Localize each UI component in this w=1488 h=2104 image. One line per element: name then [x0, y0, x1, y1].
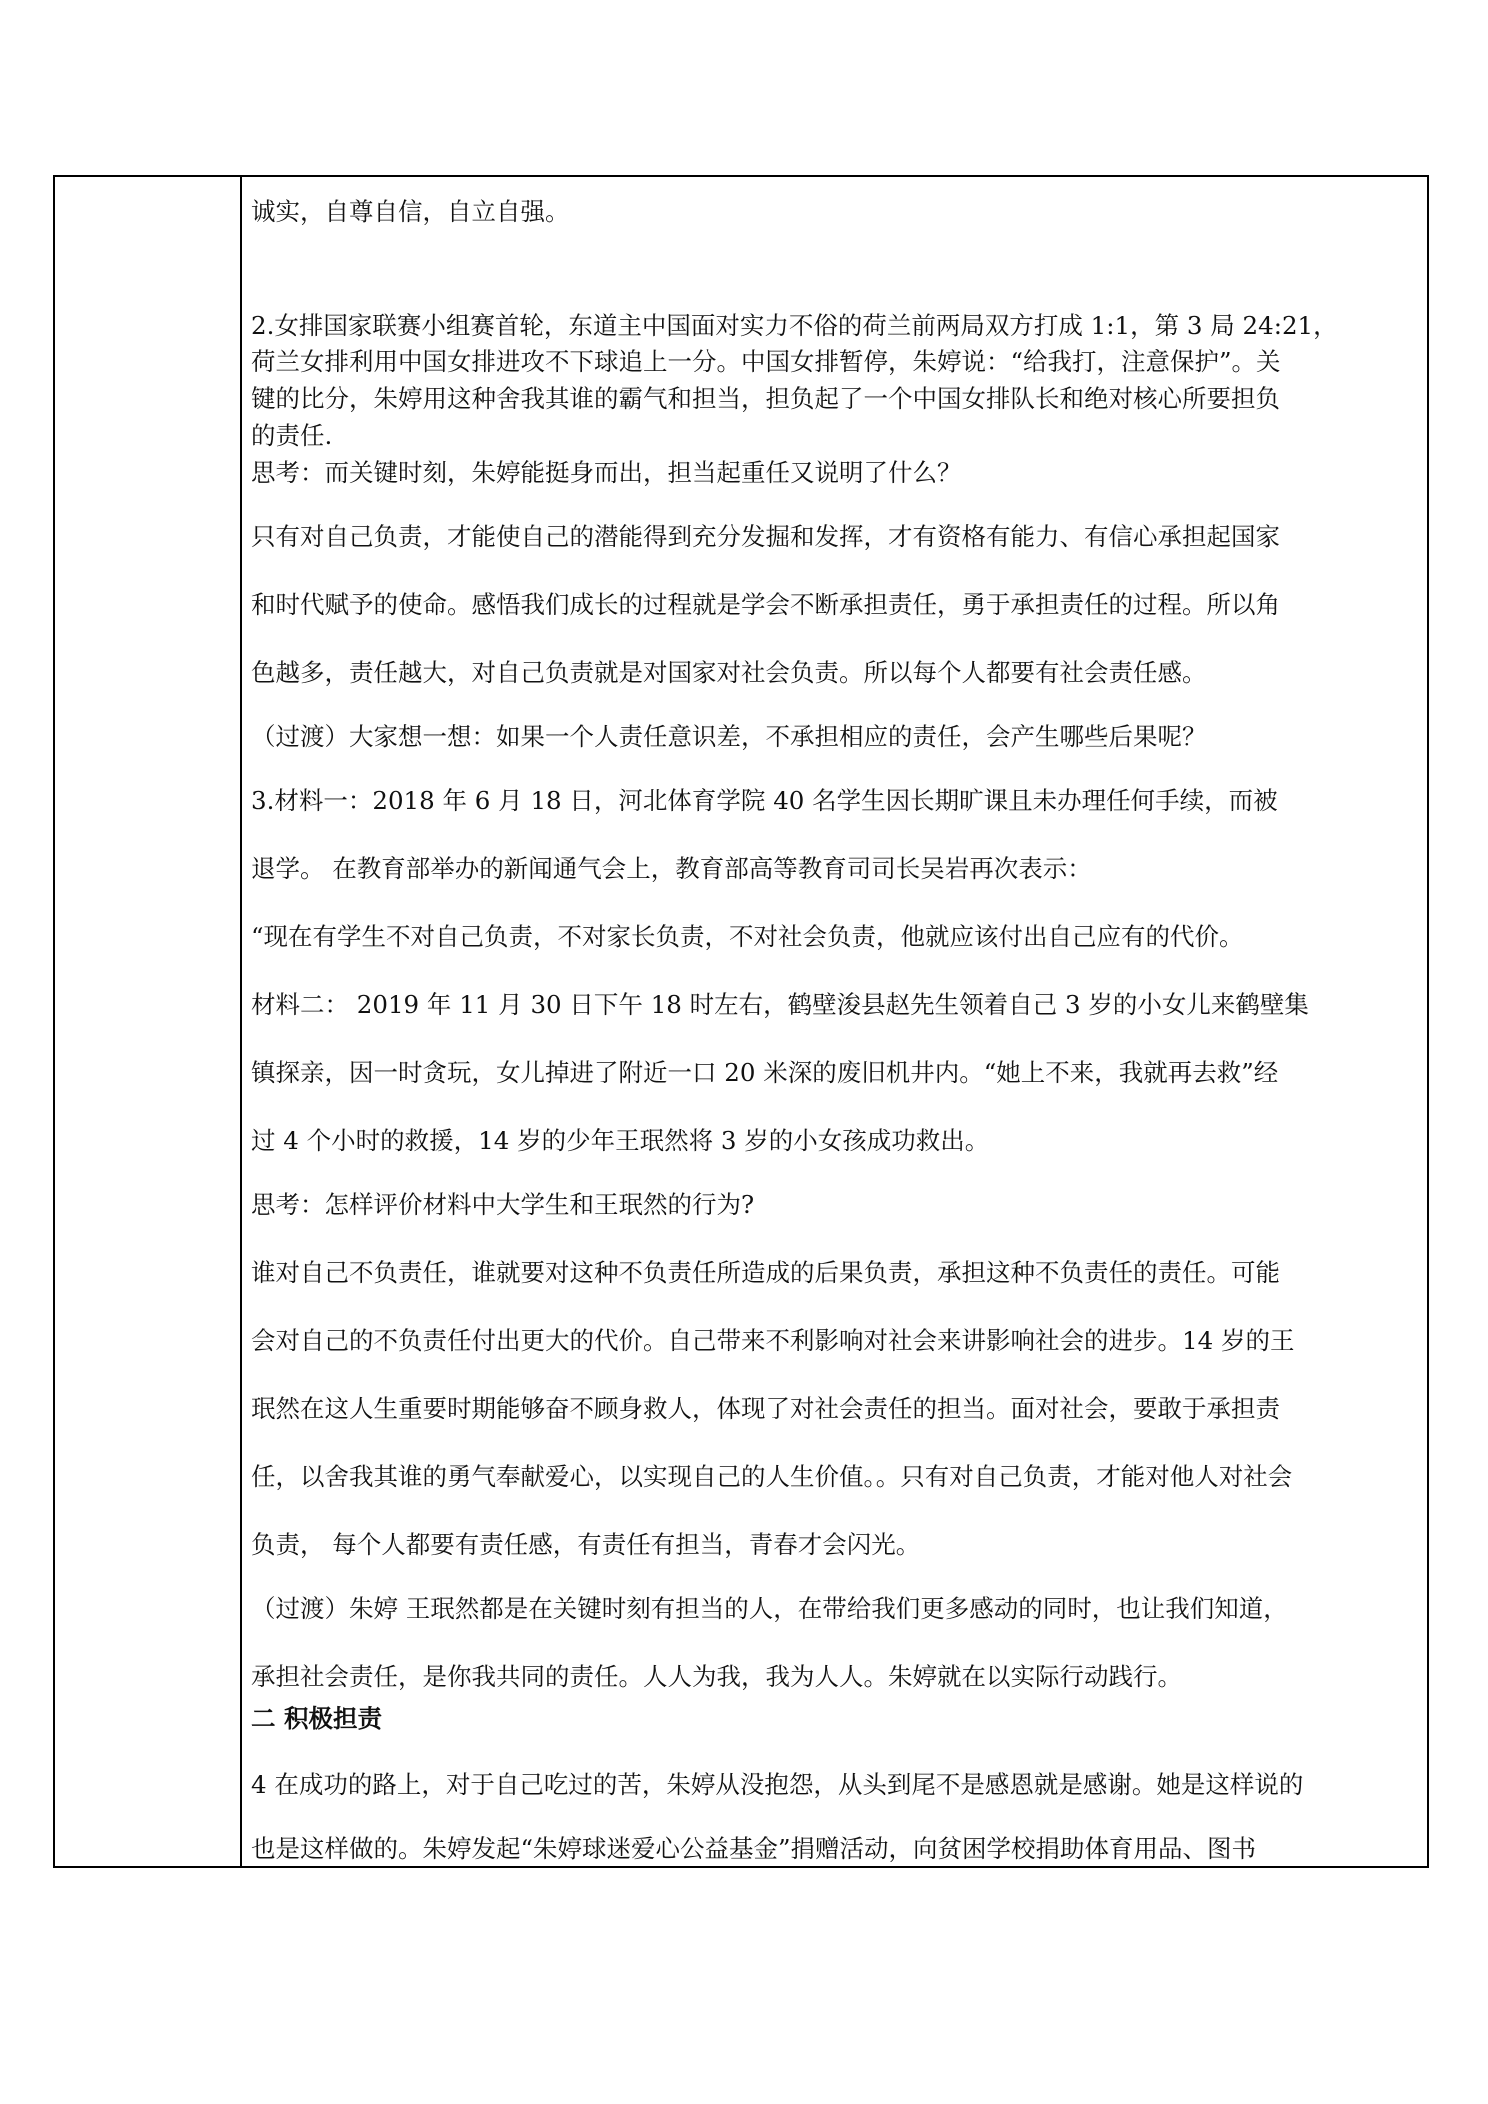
text-line: 珉然在这人生重要时期能够奋不顾身救人，体现了对社会责任的担当。面对社会，要敢于承担责	[251, 1394, 1280, 1423]
text-line: 退学。 在教育部举办的新闻通气会上，教育部高等教育司司长吴岩再次表示：	[251, 854, 1092, 883]
text-line: 镇探亲，因一时贪玩，女儿掉进了附近一口 20 米深的废旧机井内。“她上不来，我就再去救”经	[251, 1058, 1279, 1087]
text-line: 荷兰女排利用中国女排进攻不下球追上一分。中国女排暂停，朱婷说：“给我打，注意保护”。关	[251, 347, 1281, 376]
text-line: 2.女排国家联赛小组赛首轮，东道主中国面对实力不俗的荷兰前两局双方打成 1:1，第 3 局 24:21，	[251, 311, 1338, 340]
left-column-cell	[55, 177, 240, 1866]
text-line: 色越多，责任越大，对自己负责就是对国家对社会负责。所以每个人都要有社会责任感。	[251, 658, 1207, 687]
text-line: 任，以舍我其谁的勇气奉献爱心，以实现自己的人生价值。。只有对自己负责，才能对他人对社会	[251, 1462, 1293, 1491]
text-line: 和时代赋予的使命。感悟我们成长的过程就是学会不断承担责任，勇于承担责任的过程。所以角	[251, 590, 1280, 619]
text-line: （过渡）大家想一想：如果一个人责任意识差，不承担相应的责任，会产生哪些后果呢？	[251, 722, 1207, 751]
text-line: 的责任.	[251, 421, 333, 450]
content-cell	[251, 177, 1421, 1866]
text-line: 4 在成功的路上，对于自己吃过的苦，朱婷从没抱怨，从头到尾不是感恩就是感谢。她是这样说的	[251, 1770, 1304, 1799]
text-line: 键的比分，朱婷用这种舍我其谁的霸气和担当，担负起了一个中国女排队长和绝对核心所要担负	[251, 384, 1280, 413]
text-line: 会对自己的不负责任付出更大的代价。自己带来不利影响对社会来讲影响社会的进步。14 岁的王	[251, 1326, 1295, 1355]
text-line: 诚实，自尊自信，自立自强。	[251, 197, 570, 226]
text-line: 也是这样做的。朱婷发起“朱婷球迷爱心公益基金”捐赠活动，向贫困学校捐助体育用品、图书	[251, 1834, 1257, 1863]
text-line: 材料二： 2019 年 11 月 30 日下午 18 时左右，鹤壁浚县赵先生领着自己 3 岁的小女儿来鹤壁集	[251, 990, 1309, 1019]
text-line: 思考：而关键时刻，朱婷能挺身而出，担当起重任又说明了什么？	[251, 458, 962, 487]
text-line: 负责， 每个人都要有责任感，有责任有担当，青春才会闪光。	[251, 1530, 921, 1559]
text-line: （过渡）朱婷 王珉然都是在关键时刻有担当的人，在带给我们更多感动的同时，也让我们知道，	[251, 1594, 1288, 1623]
text-line: 过 4 个小时的救援，14 岁的少年王珉然将 3 岁的小女孩成功救出。	[251, 1126, 990, 1155]
text-line: 思考：怎样评价材料中大学生和王珉然的行为?	[251, 1190, 755, 1219]
text-line: 只有对自己负责，才能使自己的潜能得到充分发掘和发挥，才有资格有能力、有信心承担起国家	[251, 522, 1280, 551]
text-line: “现在有学生不对自己负责，不对家长负责，不对社会负责，他就应该付出自己应有的代价。	[251, 922, 1244, 951]
text-line: 承担社会责任，是你我共同的责任。人人为我，我为人人。朱婷就在以实际行动践行。	[251, 1662, 1182, 1691]
section-heading: 二 积极担责	[251, 1704, 383, 1733]
text-line: 谁对自己不负责任，谁就要对这种不负责任所造成的后果负责，承担这种不负责任的责任。可能	[251, 1258, 1280, 1287]
table-frame	[53, 175, 1429, 1868]
text-line: 3.材料一：2018 年 6 月 18 日，河北体育学院 40 名学生因长期旷课且未办理任何手续，而被	[251, 786, 1278, 815]
column-divider	[240, 177, 242, 1866]
